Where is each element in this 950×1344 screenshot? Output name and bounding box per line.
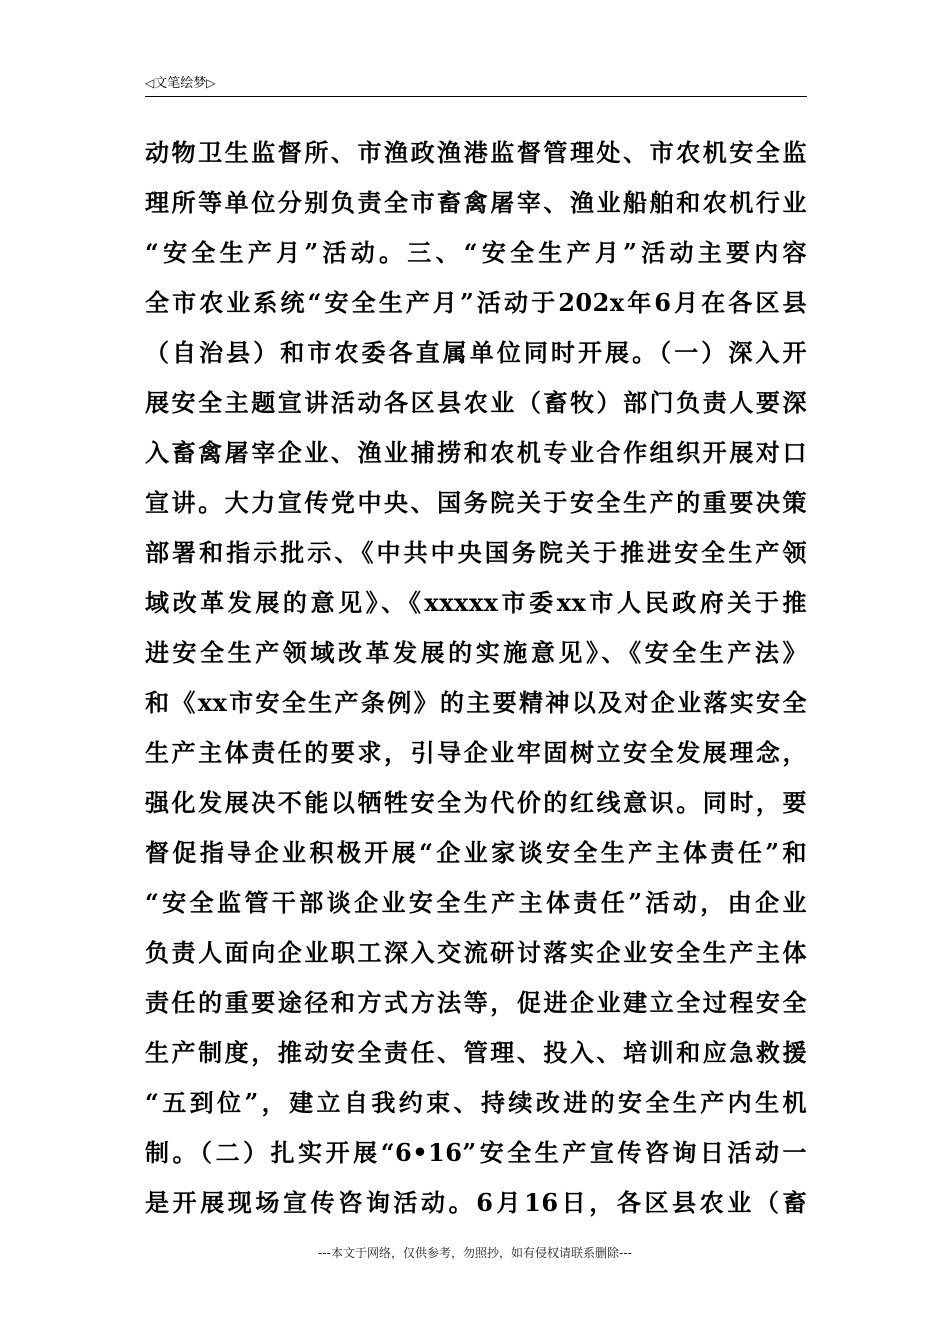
text-line: 展安全主题宣讲活动各区县农业（畜牧）部门负责人要深 <box>145 388 807 417</box>
page-footer: ---本文于网络，仅供参考，勿照抄，如有侵权请联系删除--- <box>318 1246 632 1260</box>
text-line: 和《xx市安全生产条例》的主要精神以及对企业落实安全 <box>145 688 807 717</box>
text-line: “五到位”，建立自我约束、持续改进的安全生产内生机 <box>145 1088 807 1117</box>
text-line: 宣讲。大力宣传党中央、国务院关于安全生产的重要决策 <box>145 488 807 517</box>
text-line: 负责人面向企业职工深入交流研讨落实企业安全生产主体 <box>145 938 807 967</box>
text-line: 部署和指示批示、《中共中央国务院关于推进安全生产领 <box>145 538 807 567</box>
text-line: 生产主体责任的要求，引导企业牢固树立安全发展理念， <box>145 738 807 767</box>
text-line: 动物卫生监督所、市渔政渔港监督管理处、市农机安全监 <box>145 138 807 167</box>
text-line: 理所等单位分别负责全市畜禽屠宰、渔业船舶和农机行业 <box>145 188 807 217</box>
text-line: 全市农业系统“安全生产月”活动于202x年6月在各区县 <box>145 288 807 317</box>
text-line: 域改革发展的意见》、《xxxxx市委xx市人民政府关于推 <box>145 588 807 617</box>
text-line: （自治县）和市农委各直属单位同时开展。（一）深入开 <box>145 338 807 367</box>
header-title: 文笔绘梦 <box>154 76 207 91</box>
text-line: 责任的重要途径和方式方法等，促进企业建立全过程安全 <box>145 988 807 1017</box>
text-line: 制。（二）扎实开展“6•16”安全生产宣传咨询日活动一 <box>145 1138 807 1167</box>
text-line: 督促指导企业积极开展“企业家谈安全生产主体责任”和 <box>145 838 807 867</box>
left-triangle-icon: ◁ <box>145 76 155 90</box>
text-line: 是开展现场宣传咨询活动。6月16日，各区县农业（畜 <box>145 1188 807 1217</box>
text-line: 入畜禽屠宰企业、渔业捕捞和农机专业合作组织开展对口 <box>145 438 807 467</box>
right-triangle-icon: ▷ <box>206 76 216 90</box>
document-body <box>145 128 807 1228</box>
text-line: 进安全生产领域改革发展的实施意见》、《安全生产法》 <box>145 638 807 667</box>
text-line: 生产制度，推动安全责任、管理、投入、培训和应急救援 <box>145 1038 807 1067</box>
page-header <box>145 72 807 97</box>
text-line: 强化发展决不能以牺牲安全为代价的红线意识。同时，要 <box>145 788 807 817</box>
text-line: “安全监管干部谈企业安全生产主体责任”活动，由企业 <box>145 888 807 917</box>
text-line: “安全生产月”活动。三、“安全生产月”活动主要内容 <box>145 238 807 267</box>
